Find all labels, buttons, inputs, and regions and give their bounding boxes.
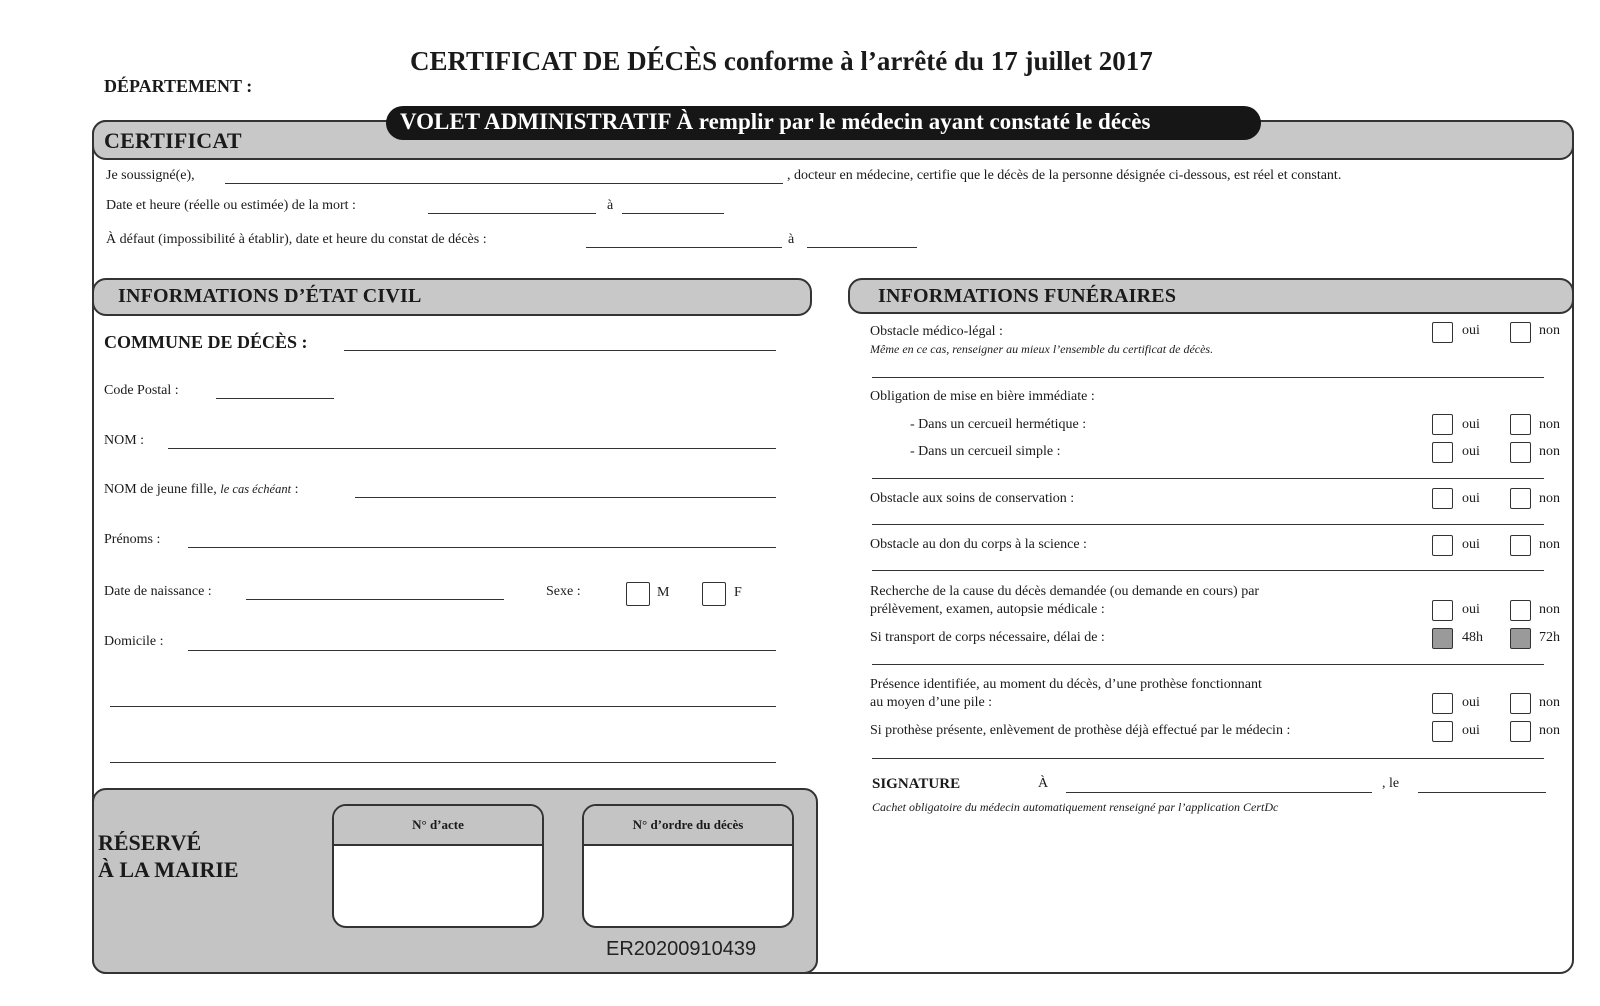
domicile-field-2[interactable] bbox=[110, 706, 776, 707]
sexe-label: Sexe : bbox=[546, 584, 581, 599]
constat-label: À défaut (impossibilité à établir), date et heure du constat de décès : bbox=[106, 232, 487, 247]
nom-field[interactable] bbox=[168, 448, 776, 449]
nom-jeune-fille-text: NOM de jeune fille, bbox=[104, 482, 217, 497]
enlevement-oui-checkbox[interactable] bbox=[1432, 721, 1453, 742]
obstacle-ml-oui-checkbox[interactable] bbox=[1432, 322, 1453, 343]
signature-date-field[interactable] bbox=[1418, 792, 1546, 793]
signature-a-label: À bbox=[1038, 776, 1049, 791]
obstacle-ml-non-label: non bbox=[1539, 323, 1560, 338]
nom-label: NOM : bbox=[104, 433, 145, 448]
volet-banner bbox=[386, 106, 1261, 140]
date-mort-label: Date et heure (réelle ou estimée) de la mort : bbox=[106, 198, 356, 213]
recherche-oui-label: oui bbox=[1462, 602, 1480, 617]
mairie-title-2: À LA MAIRIE bbox=[98, 857, 239, 882]
mairie-title-1: RÉSERVÉ bbox=[98, 830, 202, 855]
signature-le-label: , le bbox=[1382, 776, 1400, 791]
transport-72h-label: 72h bbox=[1539, 630, 1560, 645]
soins-non-checkbox[interactable] bbox=[1510, 488, 1531, 509]
obligation-label: Obligation de mise en bière immédiate : bbox=[870, 389, 1095, 404]
divider-4 bbox=[872, 570, 1544, 571]
don-oui-checkbox[interactable] bbox=[1432, 535, 1453, 556]
signature-lieu-field[interactable] bbox=[1066, 792, 1372, 793]
soins-non-label: non bbox=[1539, 491, 1560, 506]
divider-6 bbox=[872, 758, 1544, 759]
obstacle-ml-label: Obstacle médico-légal : bbox=[870, 324, 1003, 339]
date-naissance-label: Date de naissance : bbox=[104, 584, 212, 599]
transport-72h-checkbox[interactable] bbox=[1510, 628, 1531, 649]
prothese-oui-label: oui bbox=[1462, 695, 1480, 710]
enlevement-oui-label: oui bbox=[1462, 723, 1480, 738]
recherche-non-label: non bbox=[1539, 602, 1560, 617]
date-mort-a: à bbox=[607, 198, 614, 213]
divider-1 bbox=[872, 377, 1544, 378]
domicile-label: Domicile : bbox=[104, 634, 164, 649]
recherche-label-2: prélèvement, examen, autopsie médicale : bbox=[870, 602, 1105, 617]
constat-a: à bbox=[788, 232, 795, 247]
divider-5 bbox=[872, 664, 1544, 665]
signature-label: SIGNATURE bbox=[872, 776, 961, 792]
date-naissance-field[interactable] bbox=[246, 599, 504, 600]
obstacle-ml-non-checkbox[interactable] bbox=[1510, 322, 1531, 343]
soins-oui-label: oui bbox=[1462, 491, 1480, 506]
don-label: Obstacle au don du corps à la science : bbox=[870, 537, 1087, 552]
obstacle-ml-oui-label: oui bbox=[1462, 323, 1480, 338]
hermetique-non-checkbox[interactable] bbox=[1510, 414, 1531, 435]
prenoms-label: Prénoms : bbox=[104, 532, 161, 547]
mairie-code: ER20200910439 bbox=[606, 938, 757, 960]
transport-label: Si transport de corps nécessaire, délai de : bbox=[870, 630, 1105, 645]
divider-2 bbox=[872, 478, 1544, 479]
don-non-checkbox[interactable] bbox=[1510, 535, 1531, 556]
simple-oui-checkbox[interactable] bbox=[1432, 442, 1453, 463]
prenoms-field[interactable] bbox=[188, 547, 776, 548]
enlevement-label: Si prothèse présente, enlèvement de prothèse déjà effectué par le médecin : bbox=[870, 723, 1291, 738]
cachet-note: Cachet obligatoire du médecin automatiquement renseigné par l’application CertDc bbox=[872, 800, 1279, 814]
prothese-oui-checkbox[interactable] bbox=[1432, 693, 1453, 714]
nom-jeune-fille-field[interactable] bbox=[355, 497, 776, 498]
code-postal-field[interactable] bbox=[216, 398, 334, 399]
domicile-field-1[interactable] bbox=[188, 650, 776, 651]
funeraires-title: INFORMATIONS FUNÉRAIRES bbox=[878, 285, 1177, 307]
acte-box[interactable] bbox=[332, 804, 544, 928]
nom-jeune-fille-colon: : bbox=[294, 482, 299, 497]
sexe-m-checkbox[interactable] bbox=[626, 582, 650, 606]
certifie-text: , docteur en médecine, certifie que le décès de la personne désignée ci-dessous, est réel et constant. bbox=[787, 168, 1342, 183]
date-mort-field[interactable] bbox=[428, 213, 596, 214]
prothese-non-checkbox[interactable] bbox=[1510, 693, 1531, 714]
hermetique-label: - Dans un cercueil hermétique : bbox=[910, 417, 1087, 432]
prothese-non-label: non bbox=[1539, 695, 1560, 710]
prothese-label-2: au moyen d’une pile : bbox=[870, 695, 993, 710]
constat-date-field[interactable] bbox=[586, 247, 782, 248]
acte-label: N° d’acte bbox=[412, 817, 464, 832]
etat-civil-title: INFORMATIONS D’ÉTAT CIVIL bbox=[118, 285, 422, 307]
soussigne-field[interactable] bbox=[225, 183, 783, 184]
simple-label: - Dans un cercueil simple : bbox=[910, 444, 1061, 459]
soins-label: Obstacle aux soins de conservation : bbox=[870, 491, 1075, 506]
nom-jeune-fille-italic: le cas échéant bbox=[220, 482, 292, 496]
obstacle-ml-note: Même en ce cas, renseigner au mieux l’ensemble du certificat de décès. bbox=[870, 342, 1214, 356]
ordre-box[interactable] bbox=[582, 804, 794, 928]
transport-48h-checkbox[interactable] bbox=[1432, 628, 1453, 649]
sexe-f-checkbox[interactable] bbox=[702, 582, 726, 606]
domicile-field-3[interactable] bbox=[110, 762, 776, 763]
simple-non-label: non bbox=[1539, 444, 1560, 459]
constat-heure-field[interactable] bbox=[807, 247, 917, 248]
don-oui-label: oui bbox=[1462, 537, 1480, 552]
ordre-label: N° d’ordre du décès bbox=[632, 817, 744, 832]
hermetique-oui-label: oui bbox=[1462, 417, 1480, 432]
enlevement-non-label: non bbox=[1539, 723, 1560, 738]
volet-banner-text: VOLET ADMINISTRATIF À remplir par le médecin ayant constaté le décès bbox=[400, 109, 1151, 134]
divider-3 bbox=[872, 524, 1544, 525]
commune-field[interactable] bbox=[344, 350, 776, 351]
document-title: CERTIFICAT DE DÉCÈS conforme à l’arrêté du 17 juillet 2017 bbox=[410, 46, 1153, 76]
commune-label: COMMUNE DE DÉCÈS : bbox=[104, 332, 308, 352]
certificat-title: CERTIFICAT bbox=[104, 128, 242, 153]
recherche-non-checkbox[interactable] bbox=[1510, 600, 1531, 621]
code-postal-label: Code Postal : bbox=[104, 383, 179, 398]
don-non-label: non bbox=[1539, 537, 1560, 552]
soussigne-label: Je soussigné(e), bbox=[106, 168, 195, 183]
sexe-m-label: M bbox=[657, 585, 670, 600]
heure-mort-field[interactable] bbox=[622, 213, 724, 214]
hermetique-oui-checkbox[interactable] bbox=[1432, 414, 1453, 435]
nom-jeune-fille-label bbox=[104, 482, 298, 498]
transport-48h-label: 48h bbox=[1462, 630, 1483, 645]
recherche-oui-checkbox[interactable] bbox=[1432, 600, 1453, 621]
hermetique-non-label: non bbox=[1539, 417, 1560, 432]
prothese-label-1: Présence identifiée, au moment du décès, d’une prothèse fonctionnant bbox=[870, 677, 1262, 692]
soins-oui-checkbox[interactable] bbox=[1432, 488, 1453, 509]
simple-non-checkbox[interactable] bbox=[1510, 442, 1531, 463]
simple-oui-label: oui bbox=[1462, 444, 1480, 459]
sexe-f-label: F bbox=[734, 585, 742, 600]
enlevement-non-checkbox[interactable] bbox=[1510, 721, 1531, 742]
recherche-label-1: Recherche de la cause du décès demandée (ou demande en cours) par bbox=[870, 584, 1260, 599]
departement-label: DÉPARTEMENT : bbox=[104, 76, 253, 96]
